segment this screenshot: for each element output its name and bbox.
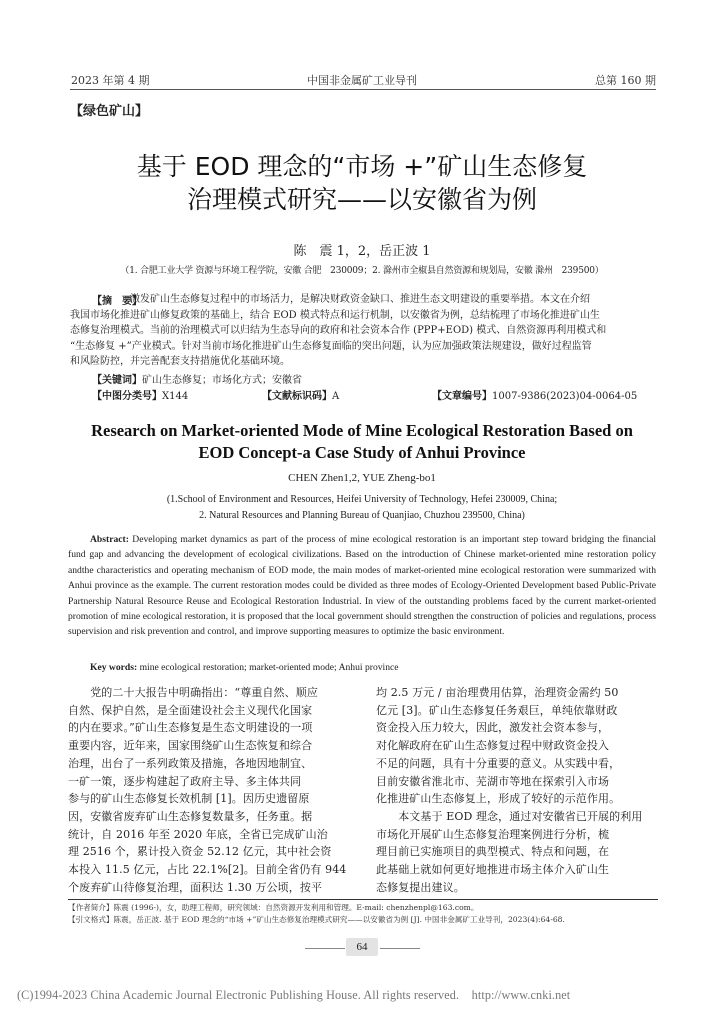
keywords-cn-text: 矿山生态修复；市场化方式；安徽省 bbox=[142, 375, 302, 386]
journal-name: 中国非金属矿工业导刊 bbox=[307, 74, 417, 87]
section-tag: 【绿色矿山】 bbox=[70, 104, 149, 119]
art-value: 1007-9386(2023)04-0064-05 bbox=[492, 391, 638, 402]
copyright-line: (C)1994-2023 China Academic Journal Electronic Publishing House. All rights reserved. http://www.cnki.net bbox=[17, 988, 571, 1002]
header-rule bbox=[70, 89, 656, 90]
body-right-column: 均 2.5 万元 / 亩治理费用估算，治理资金需约 50 亿元 [3]。矿山生态修复任务艰巨，单纯依靠财政 资金投入压力较大，因此，激发社会资本参与， 对化解政府在矿山生态修复过程中财政资金投入 不足的问题，具有十分重要的意义。从实践中看， 目前安徽省淮北市、芜湖市等地在探索引入市场 化推进矿山生态修复上，形成了较好的示范作用。 本文基于 EOD 理念，通过对安徽省已开展的利用 市场化开展矿山生态修复治理案例进行分析，梳 理目前已实施项目的典型模式、特点和问题，在 此基础上就如何更好地推进市场主体介入矿山生 态修复提出建议。 bbox=[376, 686, 643, 894]
abstract-cn-label: 【摘 要】 bbox=[92, 296, 142, 307]
footnote-citation: 【引文格式】陈震，岳正波. 基于 EOD 理念的“市场 +”矿山生态修复治理模式研究——以安徽省为例 [J]. 中国非金属矿工业导刊，2023(4):64-68. bbox=[68, 915, 565, 924]
issue-label: 2023 年第 4 期 bbox=[71, 74, 150, 87]
affiliation-en bbox=[0, 492, 724, 523]
title-en bbox=[0, 420, 724, 464]
page-number-rule-left bbox=[305, 948, 345, 949]
article-number bbox=[432, 387, 637, 402]
keywords-en bbox=[90, 662, 399, 673]
abstract-cn-text: 激发矿山生态修复过程中的市场活力，是解决财政资金缺口、推进生态文明建设的重要举措。本文在介绍 我国市场化推进矿山修复政策的基础上，结合 EOD 模式特点和运行机制，以安徽省为例，总结梳理了市场化推进矿山生 态修复治理模式。当前的治理模式可以归结为生态导向的政府和社会资本合作 (PPP+EOD) 模式、自然资源再利用模式和 “生态修复 +”产业模式。针对当前市场化推进矿山生态修复面临的突出问题，认为应加强政策法规建设，做好过程监管 和风险防控，并完善配套支持措施优化基础环境。 bbox=[70, 294, 607, 368]
abstract-en bbox=[68, 532, 656, 640]
title-en-line2: EOD Concept-a Case Study of Anhui Province bbox=[198, 443, 526, 462]
abstract-cn bbox=[70, 292, 658, 370]
art-label: 【文章编号】 bbox=[432, 391, 492, 402]
clc-value: X144 bbox=[162, 391, 189, 402]
title-cn-line2: 治理模式研究——以安徽省为例 bbox=[186, 185, 537, 214]
footnote-author: 【作者简介】陈震 (1996-)，女，助理工程师，研究领域：自然资源开发利用和管理。E-mail: chenzhenpl@163.com。 bbox=[68, 903, 479, 912]
doc-value: A bbox=[332, 391, 340, 402]
total-issue-label: 总第 160 期 bbox=[595, 74, 656, 87]
abstract-en-label: Abstract: bbox=[90, 534, 129, 545]
keywords-en-text: mine ecological restoration; market-oriented mode; Anhui province bbox=[139, 662, 399, 673]
keywords-cn bbox=[92, 371, 302, 386]
affiliation-en-line2: 2. Natural Resources and Planning Bureau of Quanjiao, Chuzhou 239500, China) bbox=[199, 509, 525, 521]
keywords-en-label: Key words: bbox=[90, 662, 138, 673]
page-number: 64 bbox=[346, 938, 378, 956]
affiliation-cn: （1. 合肥工业大学 资源与环境工程学院，安徽 合肥 230009；2. 滁州市全椒县自然资源和规划局，安徽 滁州 239500） bbox=[120, 266, 604, 276]
keywords-cn-label: 【关键词】 bbox=[92, 375, 142, 386]
abstract-en-text: Developing market dynamics as part of the process of mine ecological restoration is an important step toward bridging the financial fund gap and advancing the development of ecological civilizations. Based on the introduction of Chinese market-oriented mine restoration policy andthe characteristics and operating mechanism of EOD mode, the main modes of market-oriented mine ecological restoration were summarized with Anhui province as the example. The current restoration modes could be divided as three modes of Ecology-Oriented Development based Public-Private Partnership Natural Resource Reuse and Ecological Restoration Industrial. In view of the outstanding problems faced by the current market-oriented promotion of mine ecological restoration, it is proposed that the local government should strengthen the construction of policies and regulations, process supervision and risk prevention and control, and improve supporting measures to optimize the basic environment. bbox=[68, 534, 656, 638]
page-number-rule-right bbox=[380, 948, 420, 949]
title-cn-line1: 基于 EOD 理念的“市场 +”矿山生态修复 bbox=[136, 152, 588, 181]
authors-en: CHEN Zhen1,2, YUE Zheng-bo1 bbox=[288, 472, 436, 484]
affiliation-en-line1: (1.School of Environment and Resources, Heifei University of Technology, Hefei 230009, China; bbox=[166, 494, 558, 505]
authors-cn: 陈 震 1，2，岳正波 1 bbox=[293, 244, 431, 259]
body-left-column: 党的二十大报告中明确指出：“尊重自然、顺应 自然、保护自然，是全面建设社会主义现代化国家 的内在要求。”矿山生态修复是生态文明建设的一项 重要内容，近年来，国家围绕矿山生态恢复和综合 治理，出台了一系列政策及措施，各地因地制宜、 一矿一策，逐步构建起了政府主导、多主体共同 参与的矿山生态修复长效机制 [1]。因历史遗留原 因，安徽省废弃矿山生态修复数量多，任务重。据 统计，自 2016 年至 2020 年底，全省已完成矿山治 理 2516 个，累计投入资金 52.12 亿元，其中社会资 本投入 11.5 亿元，占比 22.1%[2]。目前全省仍有 944 个废弃矿山待修复治理，面积达 1.30 万公顷，按平 bbox=[68, 686, 347, 894]
doc-code bbox=[262, 387, 339, 402]
footnote-rule bbox=[68, 899, 658, 900]
clc-label: 【中图分类号】 bbox=[92, 391, 162, 402]
title-cn bbox=[0, 150, 724, 216]
doc-label: 【文献标识码】 bbox=[262, 391, 332, 402]
title-en-line1: Research on Market-oriented Mode of Mine Ecological Restoration Based on bbox=[91, 421, 633, 440]
clc-number bbox=[92, 387, 188, 402]
